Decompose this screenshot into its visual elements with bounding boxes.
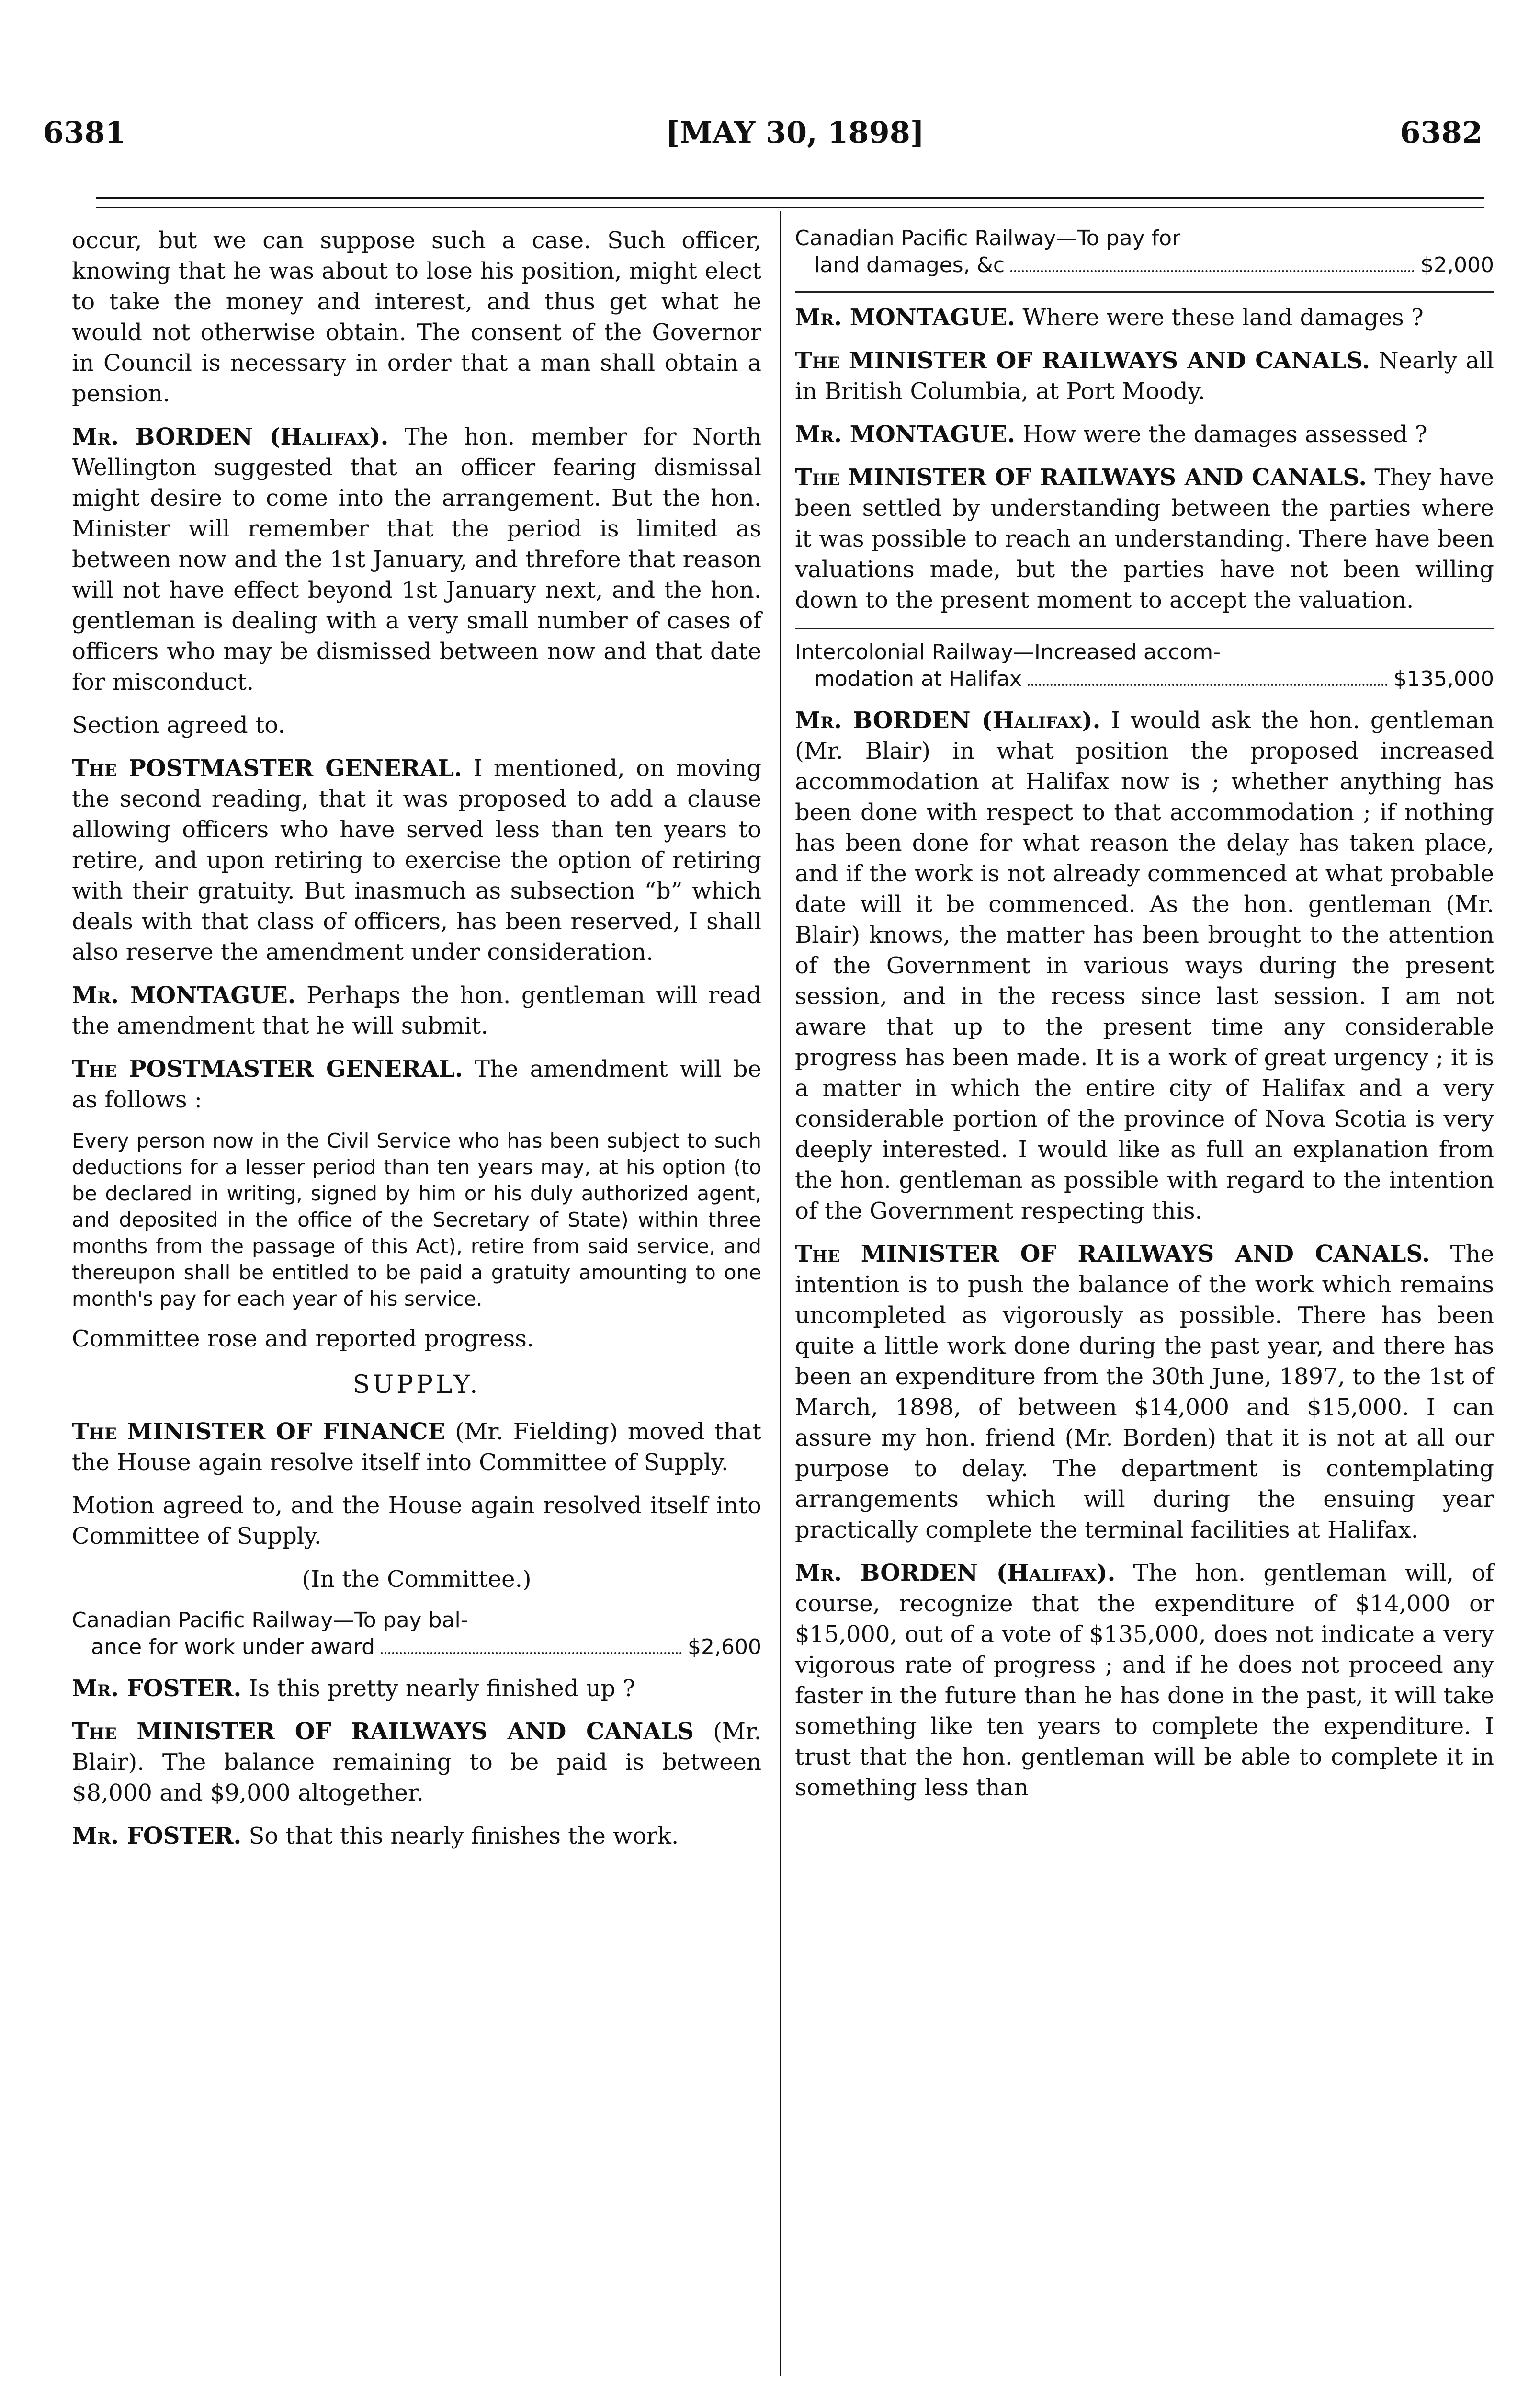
speaker: Mr. BORDEN (Halifax). (72, 423, 389, 450)
supply-item-line1: Intercolonial Railway—Increased accom- (795, 640, 1221, 664)
speech-text: (Mr. Blair). The balance remaining to be paid is between $8,000 and $9,000 altogether. (72, 1718, 761, 1806)
paragraph (72, 422, 761, 697)
page-number-right: 6382 (1400, 115, 1483, 150)
paragraph (72, 1821, 761, 1851)
speech-text: They have been settled by understanding between the parties where it was possible to reach an understanding. There have been valuations made, but the parties have not been willing down to the present moment to accept the valuation. (795, 464, 1495, 614)
paragraph (795, 705, 1494, 1226)
paragraph (795, 302, 1494, 333)
speech-text: Nearly all in British Columbia, at Port Moody. (795, 347, 1495, 405)
supply-item-desc: ance for work under award (91, 1635, 375, 1659)
header-date: [MAY 30, 1898] (666, 115, 925, 150)
speaker: Mr. BORDEN (Halifax). (795, 707, 1101, 734)
committee-note: (In the Committee.) (302, 1566, 532, 1593)
supply-item-amount: $135,000 (1393, 667, 1494, 691)
item-rule (795, 291, 1494, 293)
page-header (0, 115, 1540, 158)
dot-leader (1010, 252, 1415, 272)
paragraph (795, 462, 1494, 616)
speaker: The MINISTER OF RAILWAYS AND CANALS (72, 1718, 694, 1745)
speech-text: Is this pretty nearly finished up ? (249, 1675, 635, 1702)
paragraph: Section agreed to. (72, 712, 285, 739)
dot-leader (1028, 666, 1388, 686)
paragraph (795, 1558, 1494, 1803)
speech-text: (Mr. Fielding) moved that the House again resolve itself into Committee of Supply. (72, 1418, 762, 1476)
speech-text: I would ask the hon. gentleman (Mr. Blair) in what position the proposed increased accommodation at Halifax now is ; whether anything has been done with respect to that accommodation ; if nothing has been done for what reason the delay has taken place, and if the work is not already commenced at what probable date will it be commenced. As the hon. gentleman (Mr. Blair) knows, the matter has been brought to the attention of the Government in various ways during the present session, and in the recess since last session. I am not aware that up to the present time any considerable progress has been made. It is a work of great urgency ; it is a matter in which the entire city of Halifax and a very considerable portion of the province of Nova Scotia is very deeply interested. I would like as full an explanation from the hon. gentleman as possible with regard to the intention of the Government respecting this. (795, 707, 1495, 1224)
supply-item-amount: $2,000 (1420, 253, 1494, 277)
paragraph (72, 1054, 761, 1115)
speech-text: The hon. member for North Wellington suggested that an officer fearing dismissal might desire to come into the arrangement. But the hon. Minister will remember that the period is limited as between now and the 1st January, and threfore that reason will not have effect beyond 1st January next, and the hon. gentleman is dealing with a very small number of cases of officers who may be dismissed between now and that date for misconduct. (72, 423, 761, 696)
supply-item-line1: Canadian Pacific Railway—To pay bal- (72, 1608, 468, 1632)
amendment-quote: Every person now in the Civil Service who has been subject to such deductions for a lesser period than ten years may, at his option (to be declared in writing, signed by him or his duly authorized agent, and deposited in the office of the Secretary of State) within three months from the passage of this Act), retire from said service, and thereupon shall be entitled to be paid a gratuity amounting to one month's pay for each year of his service. (72, 1129, 761, 1311)
paragraph (72, 1416, 761, 1478)
supply-item-line1: Canadian Pacific Railway—To pay for (795, 226, 1181, 251)
speech-text: I mentioned, on moving the second reading, that it was proposed to add a clause allowing officers who have served less than ten years to retire, and upon retiring to exercise the option of retiring with their gratuity. But inasmuch as subsection “b” which deals with that class of officers, has been reserved, I shall also reserve the amendment under consideration. (72, 755, 761, 966)
paragraph (795, 419, 1494, 450)
supply-item (795, 225, 1494, 279)
speech-text: How were the damages assessed ? (1022, 421, 1427, 448)
speaker: The MINISTER OF RAILWAYS AND CANALS. (795, 1241, 1430, 1267)
left-column (72, 225, 761, 1864)
speech-text: Perhaps the hon. gentleman will read the amendment that he will submit. (72, 982, 761, 1039)
supply-item-desc: land damages, &c (814, 253, 1005, 277)
paragraph: Motion agreed to, and the House again resolved itself into Committee of Supply. (72, 1492, 761, 1550)
paragraph (72, 980, 761, 1041)
column-divider (780, 211, 781, 2376)
supply-item (795, 639, 1494, 693)
speaker: Mr. MONTAGUE. (795, 304, 1016, 331)
speech-text: So that this nearly finishes the work. (249, 1823, 679, 1849)
speaker: Mr. FOSTER. (72, 1675, 242, 1702)
paragraph (72, 1673, 761, 1704)
speech-text: The amendment will be as follows : (72, 1056, 761, 1113)
speaker: Mr. BORDEN (Halifax). (795, 1560, 1116, 1586)
speech-text: The hon. gentleman will, of course, recognize that the expenditure of $14,000 or $15,000, out of a vote of $135,000, does not indicate a very vigorous rate of progress ; and if he does not proceed any faster in the future than he has done in the past, it will take something like ten years to complete the expenditure. I trust that the hon. gentleman will be able to complete it in something less than (795, 1560, 1494, 1801)
supply-item-amount: $2,600 (688, 1635, 761, 1659)
paragraph: occur, but we can suppose such a case. Such officer, knowing that he was about to lose his position, might elect to take the money and interest, and thus get what he would not otherwise obtain. The consent of the Governor in Council is necessary in order that a man shall obtain a pension. (72, 227, 761, 407)
paragraph (72, 1716, 761, 1808)
speaker: Mr. MONTAGUE. (795, 421, 1016, 448)
speech-text: The intention is to push the balance of the work which remains uncompleted as vigorously as possible. There has been quite a little work done during the past year, and there has been an expenditure from the 30th June, 1897, to the 1st of March, 1898, of between $14,000 and $15,000. I can assure my hon. friend (Mr. Borden) that it is not at all our purpose to delay. The department is contemplating arrangements which will during the ensuing year practically complete the terminal facilities at Halifax. (795, 1241, 1494, 1543)
header-rule (96, 197, 1484, 199)
section-heading: SUPPLY. (352, 1370, 481, 1399)
speaker: Mr. FOSTER. (72, 1823, 242, 1849)
header-rule-secondary (96, 207, 1484, 208)
supply-item-line2 (72, 1634, 761, 1661)
supply-item-desc: modation at Halifax (814, 667, 1022, 691)
supply-item-line2 (795, 252, 1494, 279)
paragraph: Committee rose and reported progress. (72, 1325, 534, 1352)
speaker: The MINISTER OF FINANCE (72, 1418, 446, 1445)
right-column (795, 225, 1494, 1815)
paragraph (72, 753, 761, 968)
speaker: The POSTMASTER GENERAL. (72, 755, 462, 782)
speaker: The POSTMASTER GENERAL. (72, 1056, 463, 1083)
speaker: Mr. MONTAGUE. (72, 982, 296, 1009)
item-rule (795, 628, 1494, 629)
supply-item (72, 1607, 761, 1661)
supply-item-line2 (795, 666, 1494, 693)
speaker: The MINISTER OF RAILWAYS AND CANALS. (795, 347, 1370, 374)
dot-leader (381, 1634, 682, 1654)
speech-text: Where were these land damages ? (1022, 304, 1424, 331)
paragraph (795, 345, 1494, 407)
speaker: The MINISTER OF RAILWAYS AND CANALS. (795, 464, 1367, 491)
page-number-left: 6381 (43, 115, 126, 150)
paragraph (795, 1239, 1494, 1545)
